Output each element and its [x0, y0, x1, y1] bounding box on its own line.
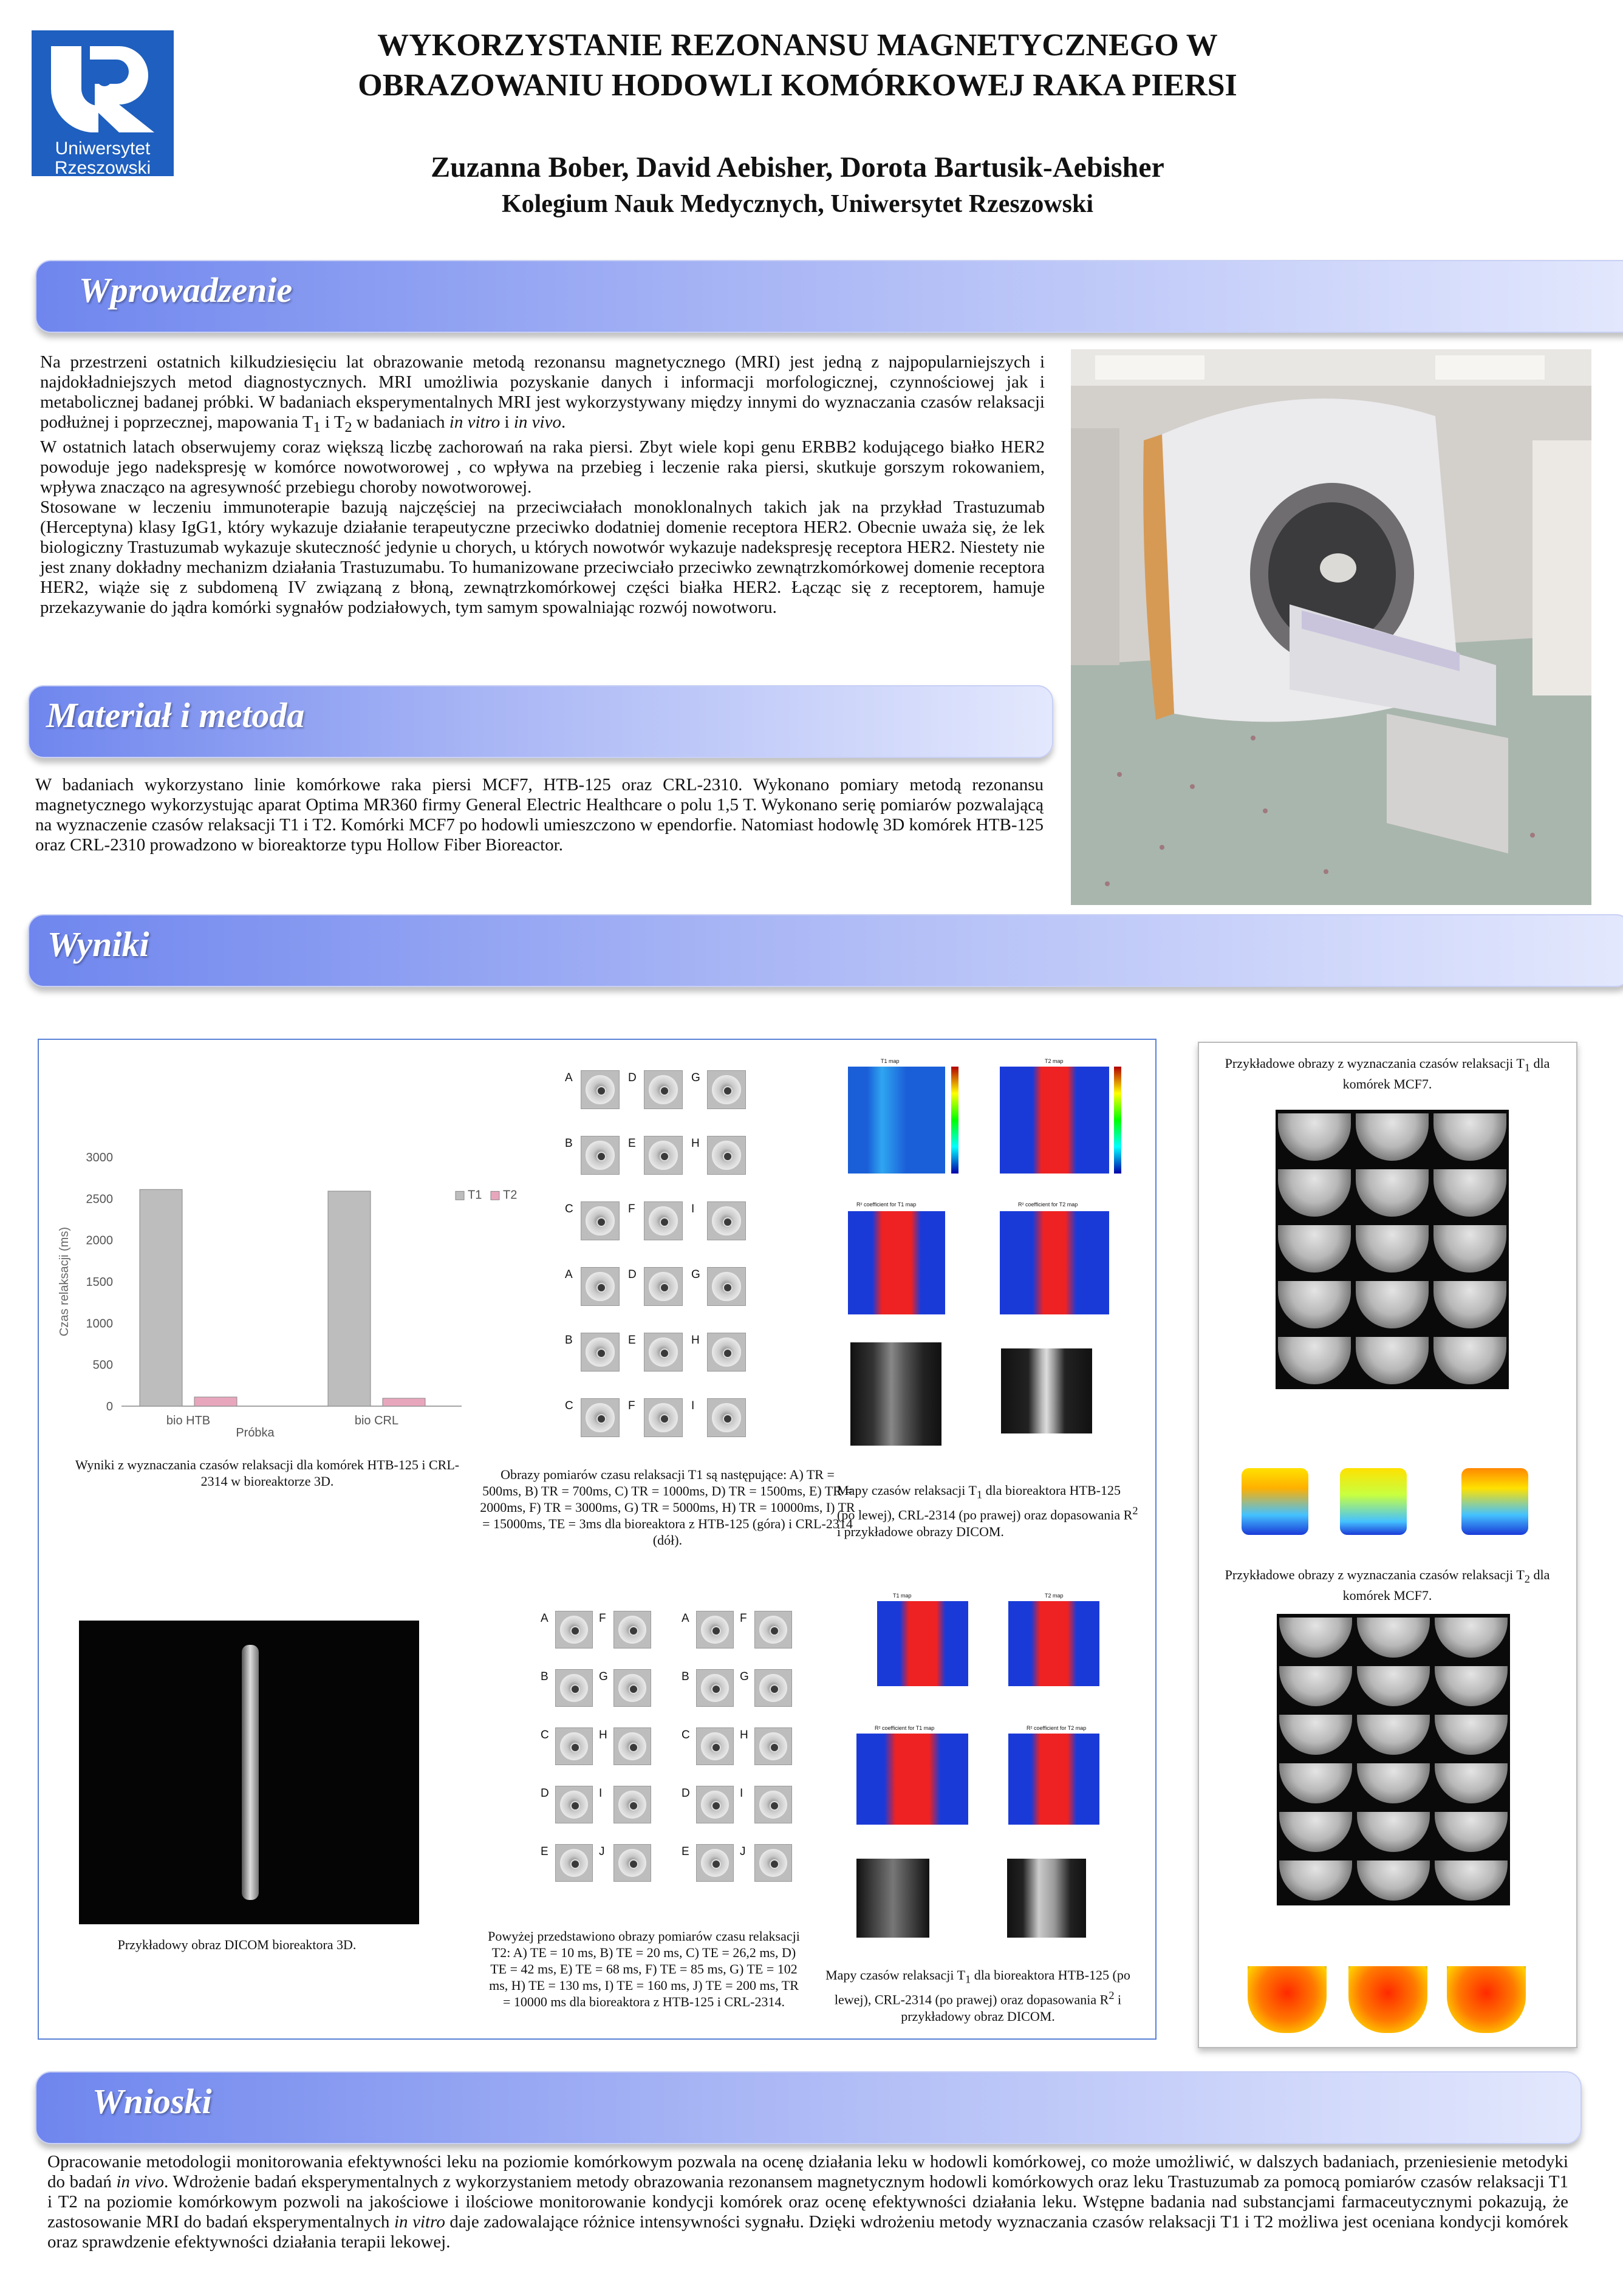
chart-caption: Wyniki z wyznaczania czasów relaksacji dla komórek HTB-125 i CRL-2314 w bioreaktorze 3D. [75, 1457, 460, 1489]
t1-map-image [848, 1067, 945, 1174]
mcf7-t1-map [1242, 1468, 1308, 1535]
mri-slice-image [644, 1398, 683, 1437]
image-letter-label: D [682, 1787, 690, 1800]
mri-slice-image [707, 1267, 746, 1306]
bar-t2 [383, 1398, 425, 1406]
t1-maps-caption: Mapy czasów relaksacji $T_1$ dla bioreaktora HTB-125 (po lewej), CRL-2314 (po prawej) oraz dopasowania $R^2$ i przykładowe obrazy DICOM. [837, 1483, 1138, 1539]
mcf7-t1-images [1276, 1110, 1509, 1389]
mri-slice-image [644, 1136, 683, 1175]
section-title-intro: Wprowadzenie [79, 270, 293, 310]
mcf7-slice-image [1357, 1715, 1430, 1755]
y-tick-label: 1000 [86, 1317, 113, 1331]
mcf7-slice-image [1357, 1763, 1430, 1803]
image-letter-label: B [565, 1137, 573, 1150]
mri-slice-image [696, 1611, 734, 1649]
mcf7-t1-map [1461, 1468, 1528, 1535]
image-letter-label: D [541, 1787, 549, 1800]
image-letter-label: A [541, 1612, 548, 1625]
mcf7-slice-image [1433, 1113, 1506, 1161]
image-letter-label: I [691, 1203, 695, 1215]
mri-slice-image [581, 1267, 620, 1306]
t1-map-image [877, 1601, 968, 1686]
authors: Zuzanna Bober, David Aebisher, Dorota Bartusik-Aebisher [431, 151, 1164, 183]
mcf7-slice-image [1356, 1281, 1429, 1328]
mcf7-slice-image [1435, 1715, 1508, 1755]
title-line-2: OBRAZOWANIU HODOWLI KOMÓRKOWEJ RAKA PIERSI [358, 68, 1237, 103]
image-letter-label: F [599, 1612, 606, 1625]
section-title-conclusions: Wnioski [92, 2082, 212, 2121]
mcf7-slice-image [1433, 1281, 1506, 1328]
dicom-sample-image [856, 1859, 929, 1938]
logo-text-line2: Rzeszowski [54, 158, 151, 178]
mri-slice-image [644, 1333, 683, 1372]
mri-slice-image [754, 1844, 792, 1882]
image-letter-label: C [565, 1203, 573, 1215]
intro-text [40, 352, 1045, 618]
dicom-sample-image [1007, 1859, 1086, 1938]
mcf7-t2-caption: Przykładowe obrazy z wyznaczania czasów relaksacji $T_2$ dla komórek MCF7. [1225, 1567, 1550, 1604]
t1-map-title: T1 map [881, 1058, 900, 1064]
x-tick-label: bio CRL [354, 1414, 399, 1427]
mcf7-slice-image [1356, 1169, 1429, 1217]
mri-slice-image [754, 1786, 792, 1823]
title-line-1: WYKORZYSTANIE REZONANSU MAGNETYCZNEGO W [377, 28, 1218, 63]
conclusions-text: Opracowanie metodologii monitorowania efektywności leku na poziomie komórkowym pozwala na ocenę działania leku w hodowli komórkowej, co może umożliwić, w dalszych badaniach, przeniesienie metodyki do badań in vivo. Wdrożenie badań eksperymentalnych z wykorzystaniem metody obrazowania rezonansem magnetycznym hodowli komórkowych oraz leku Trastuzumab za pomocą pomiarów czasów relaksacji T1 i T2 na poziomie komórkowym pozwoli na jakościowe i ilościowe monitorowanie kondycji komórek oraz ocenę efektywności działania leku. Wstępne badania nad substancjami farmaceutycznymi pokazują, że zastosowanie MRI do badań eksperymentalnych in vitro daje zadowalające różnice intensywności sygnału. Dzięki wdrożeniu metody wyznaczania czasów relaksacji T1 i T2 możliwa jest oceniana kondycji komórek oraz sprawdzenie efektywności działania terapii lekowej. [47, 2152, 1568, 2252]
mri-slice-image [581, 1070, 620, 1109]
mri-slice-image [707, 1201, 746, 1240]
mri-scanner-photo [1071, 349, 1591, 905]
mcf7-slice-image [1279, 1618, 1352, 1658]
image-letter-label: D [628, 1071, 637, 1084]
image-letter-label: E [541, 1845, 548, 1858]
t2-image-grid [541, 1611, 814, 1896]
image-letter-label: G [599, 1670, 608, 1683]
mcf7-slice-image [1435, 1860, 1508, 1901]
mcf7-slice-image [1279, 1860, 1352, 1901]
r2-t2-title: R² coefficient for T2 map [1027, 1725, 1087, 1731]
mri-slice-image [644, 1070, 683, 1109]
image-letter-label: J [599, 1845, 605, 1858]
mcf7-t1-caption: Przykładowe obrazy z wyznaczania czasów relaksacji $T_1$ dla komórek MCF7. [1225, 1056, 1550, 1092]
mcf7-slice-image [1433, 1337, 1506, 1384]
mcf7-slice-image [1278, 1113, 1351, 1161]
image-letter-label: E [682, 1845, 689, 1858]
mcf7-slice-image [1356, 1337, 1429, 1384]
mri-slice-image [555, 1844, 593, 1882]
mcf7-slice-image [1433, 1169, 1506, 1217]
t1-map-title: T1 map [893, 1593, 912, 1599]
mri-slice-image [613, 1844, 651, 1882]
image-letter-label: A [565, 1071, 573, 1084]
bar-t1 [140, 1189, 182, 1406]
image-letter-label: E [628, 1137, 636, 1150]
mri-slice-image [707, 1333, 746, 1372]
image-letter-label: B [682, 1670, 689, 1683]
mri-slice-image [555, 1727, 593, 1765]
mcf7-slice-image [1357, 1618, 1430, 1658]
mri-slice-image [696, 1844, 734, 1882]
image-letter-label: A [565, 1268, 573, 1281]
x-axis-label: Próbka [236, 1426, 275, 1440]
mri-slice-image [707, 1136, 746, 1175]
y-axis-label: Czas relaksacji (ms) [58, 1226, 71, 1337]
mri-slice-image [613, 1669, 651, 1707]
r2-t2-title: R² coefficient for T2 map [1018, 1201, 1078, 1208]
legend-swatch [491, 1191, 499, 1200]
image-letter-label: H [691, 1137, 700, 1150]
mri-slice-image [707, 1398, 746, 1437]
dicom-sample-image [1001, 1348, 1092, 1433]
image-letter-label: G [691, 1071, 700, 1084]
image-letter-label: F [628, 1203, 635, 1215]
university-emblem-icon [46, 41, 159, 132]
mri-slice-image [555, 1786, 593, 1823]
mcf7-slice-image [1357, 1812, 1430, 1852]
image-letter-label: C [541, 1729, 549, 1741]
mcf7-slice-image [1357, 1860, 1430, 1901]
image-letter-label: G [740, 1670, 749, 1683]
mri-slice-image [696, 1727, 734, 1765]
mri-slice-image [696, 1669, 734, 1707]
dicom-bioreactor-image [79, 1621, 419, 1924]
mcf7-slice-image [1356, 1225, 1429, 1273]
mri-slice-image [613, 1611, 651, 1649]
image-letter-label: H [740, 1729, 748, 1741]
mcf7-slice-image [1435, 1666, 1508, 1706]
y-tick-label: 3000 [86, 1151, 113, 1164]
t2-map-title: T2 map [1045, 1593, 1064, 1599]
logo-text-line1: Uniwersytet [55, 138, 151, 159]
mcf7-slice-image [1356, 1113, 1429, 1161]
bioreactor-tube [242, 1645, 259, 1900]
r2-t2-map-image [1008, 1734, 1099, 1825]
methods-text: W badaniach wykorzystano linie komórkowe raka piersi MCF7, HTB-125 oraz CRL-2310. Wykonano pomiary metodą rezonansu magnetycznego wykorzystując aparat Optima MR360 firmy General Electric Healthcare o polu 1,5 T. Wykonano serię pomiarów pozwalającą na wyznaczenie czasów relaksacji T1 i T2. Komórki MCF7 po hodowli umieszczono w ependorfie. Natomiast hodowlę 3D komórek HTB-125 oraz CRL-2310 prowadzono w bioreaktorze typu Hollow Fiber Bioreactor. [35, 775, 1044, 855]
image-letter-label: B [565, 1334, 573, 1347]
section-banner-conclusions [35, 2071, 1582, 2144]
image-letter-label: F [740, 1612, 747, 1625]
image-letter-label: G [691, 1268, 700, 1281]
t1-maps-panel [844, 1058, 1136, 1447]
mri-slice-image [581, 1398, 620, 1437]
mcf7-slice-image [1433, 1225, 1506, 1273]
mcf7-slice-image [1357, 1666, 1430, 1706]
image-letter-label: C [682, 1729, 690, 1741]
t2-maps-caption: Mapy czasów relaksacji $T_1$ dla bioreaktora HTB-125 (po lewej), CRL-2314 (po prawej) oraz dopasowania $R^2$ i przykładowy obraz DICOM. [825, 1967, 1130, 2024]
y-tick-label: 2500 [86, 1192, 113, 1206]
mcf7-slice-image [1278, 1169, 1351, 1217]
mcf7-slice-image [1278, 1337, 1351, 1384]
t1-grid-caption: Obrazy pomiarów czasu relaksacji T1 są następujące: A) TR = 500ms, B) TR = 700ms, C) TR = 1000ms, D) TR = 1500ms, E) TR = 2000ms, F) TR = 3000ms, G) TR = 5000ms, H) TR = 10000ms, I) TR = 15000ms, TE = 3ms dla bioreaktora z HTB-125 (góra) i CRL-2314 (dół). [480, 1467, 855, 1548]
image-letter-label: F [628, 1399, 635, 1412]
mri-slice-image [644, 1267, 683, 1306]
section-title-methods: Materiał i metoda [46, 695, 305, 735]
image-letter-label: H [691, 1334, 700, 1347]
mcf7-t2-map [1447, 1966, 1526, 2033]
mcf7-t2-map [1348, 1966, 1427, 2033]
t2-map-image [1000, 1067, 1109, 1174]
mcf7-slice-image [1279, 1812, 1352, 1852]
mri-slice-image [754, 1611, 792, 1649]
image-letter-label: A [682, 1612, 689, 1625]
section-banner-results [28, 914, 1623, 987]
relaxation-bar-chart [55, 1136, 522, 1440]
r2-t1-map-image [848, 1211, 945, 1314]
t2-map-image [1008, 1601, 1099, 1686]
mcf7-slice-image [1435, 1618, 1508, 1658]
y-tick-label: 1500 [86, 1276, 113, 1289]
dicom-caption: Przykładowy obraz DICOM bioreaktora 3D. [117, 1937, 357, 1952]
poster-title [200, 26, 1395, 106]
mcf7-t2-map [1248, 1966, 1327, 2033]
mcf7-slice-image [1279, 1763, 1352, 1803]
bar-t1 [328, 1191, 371, 1406]
mcf7-t1-map [1340, 1468, 1407, 1535]
image-letter-label: H [599, 1729, 607, 1741]
intro-paragraph-2: W ostatnich latach obserwujemy coraz większą liczbę zachorowań na raka piersi. Zbyt wiele kopi genu ERBB2 kodującego białko HER2 powoduje jego nadekspresję w komórce nowotworowej , co wpływa na przebieg i leczenie raka piersi, skutkuje gorszym rokowaniem, wpływa znacząco na agresywność przebiegu choroby nowotworowej. [40, 437, 1045, 497]
mri-slice-image [555, 1611, 593, 1649]
y-tick-label: 0 [106, 1400, 113, 1413]
colorbar-icon [1114, 1067, 1121, 1174]
y-tick-label: 2000 [86, 1234, 113, 1248]
mri-slice-image [707, 1070, 746, 1109]
mri-slice-image [581, 1333, 620, 1372]
mri-slice-image [696, 1786, 734, 1823]
x-tick-label: bio HTB [166, 1414, 211, 1427]
image-letter-label: D [628, 1268, 637, 1281]
image-letter-label: C [565, 1399, 573, 1412]
r2-t1-map-image [856, 1734, 968, 1825]
bar-t2 [194, 1397, 237, 1406]
image-letter-label: J [740, 1845, 746, 1858]
colorbar-icon [951, 1067, 958, 1174]
r2-t1-title: R² coefficient for T1 map [856, 1201, 917, 1208]
t2-map-title: T2 map [1045, 1058, 1064, 1064]
university-logo [32, 30, 174, 176]
mcf7-frame [1198, 1042, 1577, 2048]
y-tick-label: 500 [92, 1358, 113, 1372]
t1-image-grid [565, 1070, 771, 1435]
legend-label: T1 [468, 1188, 482, 1202]
mri-slice-image [555, 1669, 593, 1707]
section-title-results: Wyniki [47, 924, 149, 964]
legend-swatch [456, 1191, 464, 1200]
image-letter-label: E [628, 1334, 636, 1347]
mri-slice-image [644, 1201, 683, 1240]
mcf7-slice-image [1435, 1763, 1508, 1803]
mri-slice-image [613, 1786, 651, 1823]
t2-grid-caption: Powyżej przedstawiono obrazy pomiarów czasu relaksacji T2: A) TE = 10 ms, B) TE = 20 ms, C) TE = 26,2 ms, D) TE = 42 ms, E) TE = 68 ms, F) TE = 85 ms, G) TE = 102 ms, H) TE = 130 ms, I) TE = 160 ms, J) TE = 200 ms, TR = 10000 ms dla bioreaktora z HTB-125 i CRL-2314. [488, 1929, 800, 2009]
mri-slice-image [754, 1669, 792, 1707]
t2-maps-panel [850, 1593, 1142, 1939]
mcf7-slice-image [1278, 1281, 1351, 1328]
image-letter-label: I [740, 1787, 743, 1800]
r2-t2-map-image [1000, 1211, 1109, 1314]
section-banner-methods [28, 685, 1053, 758]
image-letter-label: I [599, 1787, 603, 1800]
mri-slice-image [613, 1727, 651, 1765]
mcf7-t2-images [1277, 1614, 1510, 1905]
mri-slice-image [581, 1136, 620, 1175]
section-banner-intro [35, 260, 1623, 333]
mri-slice-image [754, 1727, 792, 1765]
mri-slice-image [581, 1201, 620, 1240]
affiliation: Kolegium Nauk Medycznych, Uniwersytet Rzeszowski [501, 190, 1094, 218]
mcf7-slice-image [1279, 1715, 1352, 1755]
r2-t1-title: R² coefficient for T1 map [875, 1725, 935, 1731]
intro-paragraph-3: Stosowane w leczeniu immunoterapie bazują najczęściej na przeciwciałach monoklonalnych takich jak na przykład Trastuzumab (Herceptyna) klasy IgG1, który wykazuje działanie terapeutyczne przeciwko dodatniej domenie receptora HER2. Obecnie uważa się, że lek biologiczny Trastuzumab wykazuje skuteczność jedynie u chorych, u których nowotwór wykazuje nadekspresję receptora HER2. Niestety nie jest znany dokładny mechanizm działania Trastuzumabu. To humanizowane przeciwciało przeciwko zewnątrzkomórkowej domenie receptora HER2, wiąże się z subdomeną IV związaną z błoną, zewnątrzkomórkowej części białka HER2. Łącząc się z receptorem, hamuje przekazywanie do jądra komórki sygnałów podziałowych, tym samym spowalniając rozwój nowotworu. [40, 497, 1045, 617]
image-letter-label: I [691, 1399, 695, 1412]
mcf7-slice-image [1435, 1812, 1508, 1852]
mcf7-slice-image [1279, 1666, 1352, 1706]
image-letter-label: B [541, 1670, 548, 1683]
legend-label: T2 [503, 1188, 518, 1202]
dicom-sample-image [850, 1342, 941, 1446]
mcf7-slice-image [1278, 1225, 1351, 1273]
intro-paragraph-1: Na przestrzeni ostatnich kilkudziesięciu lat obrazowanie metodą rezonansu magnetycznego (MRI) jest jedną z najpopularniejszych i najdokładniejszych metod diagnostycznych. MRI umożliwia pozyskanie danych i informacji morfologicznej, czynnościowej jak i metabolicznej badanej próbki. W badaniach eksperymentalnych MRI jest wykorzystywany między innymi do wyznaczania czasów relaksacji podłużnej i poprzecznej, mapowania $T_1$ i $T_2$ w badaniach in vitro i in vivo. [40, 352, 1045, 436]
